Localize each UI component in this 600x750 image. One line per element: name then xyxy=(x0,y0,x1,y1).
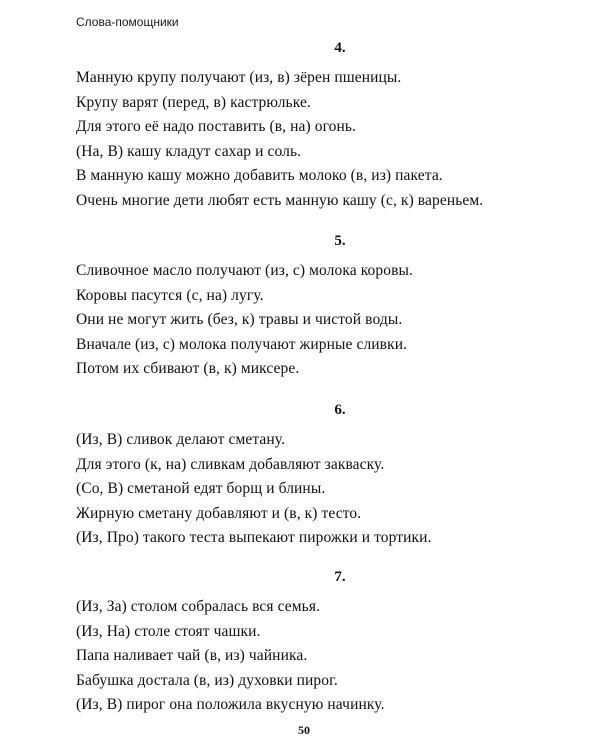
sentence: Манную крупу получают (из, в) зёрен пшеницы. xyxy=(76,69,402,86)
sentence: (Со, В) сметаной едят борщ и блины. xyxy=(76,480,326,497)
sentence: Коровы пасутся (с, на) лугу. xyxy=(76,286,264,304)
sentence: Бабушка достала (в, из) духовки пирог. xyxy=(76,671,338,689)
sentence: Сливочное масло получают (из, с) молока коровы. xyxy=(76,262,413,279)
sentence: В манную кашу можно добавить молоко (в, из) пакета. xyxy=(76,167,443,184)
sentence: (Из, За) столом собралась вся семья. xyxy=(76,598,321,615)
page-number: 50 xyxy=(298,723,310,737)
sentence: Потом их сбивают (в, к) миксере. xyxy=(76,360,300,377)
sentence: (Из, На) столе стоят чашки. xyxy=(76,622,261,640)
sentence: Вначале (из, с) молока получают жирные сливки. xyxy=(76,335,408,353)
exercise-number: 6. xyxy=(334,402,346,418)
sentence: Жирную сметану добавляют и (в, к) тесто. xyxy=(76,504,362,522)
exercise-6 xyxy=(76,400,566,551)
exercise-5 xyxy=(76,231,566,382)
sentence: Очень многие дети любят есть манную кашу (с, к) вареньем. xyxy=(76,191,484,209)
sentence: Для этого её надо поставить (в, на) огонь. xyxy=(76,118,357,135)
sentence: Для этого (к, на) сливкам добавляют закваску. xyxy=(76,455,385,473)
exercise-number: 4. xyxy=(334,40,346,56)
sentence: Они не могут жить (без, к) травы и чистой воды. xyxy=(76,311,403,328)
sentence: Крупу варят (перед, в) кастрюльке. xyxy=(76,93,311,111)
exercise-number: 5. xyxy=(334,233,346,249)
sentence: Папа наливает чай (в, из) чайника. xyxy=(76,647,308,664)
running-title: Слова-помощники xyxy=(76,15,179,29)
sentence: (Из, Про) такого теста выпекают пирожки и тортики. xyxy=(76,529,432,546)
exercise-4 xyxy=(76,38,566,213)
sentence: (На, В) кашу кладут сахар и соль. xyxy=(76,142,302,160)
exercise-number: 7. xyxy=(334,569,346,585)
exercise-7 xyxy=(76,567,566,718)
sentence: (Из, В) пирог она положила вкусную начинку. xyxy=(76,696,385,713)
sentence: (Из, В) сливок делают сметану. xyxy=(76,431,286,448)
